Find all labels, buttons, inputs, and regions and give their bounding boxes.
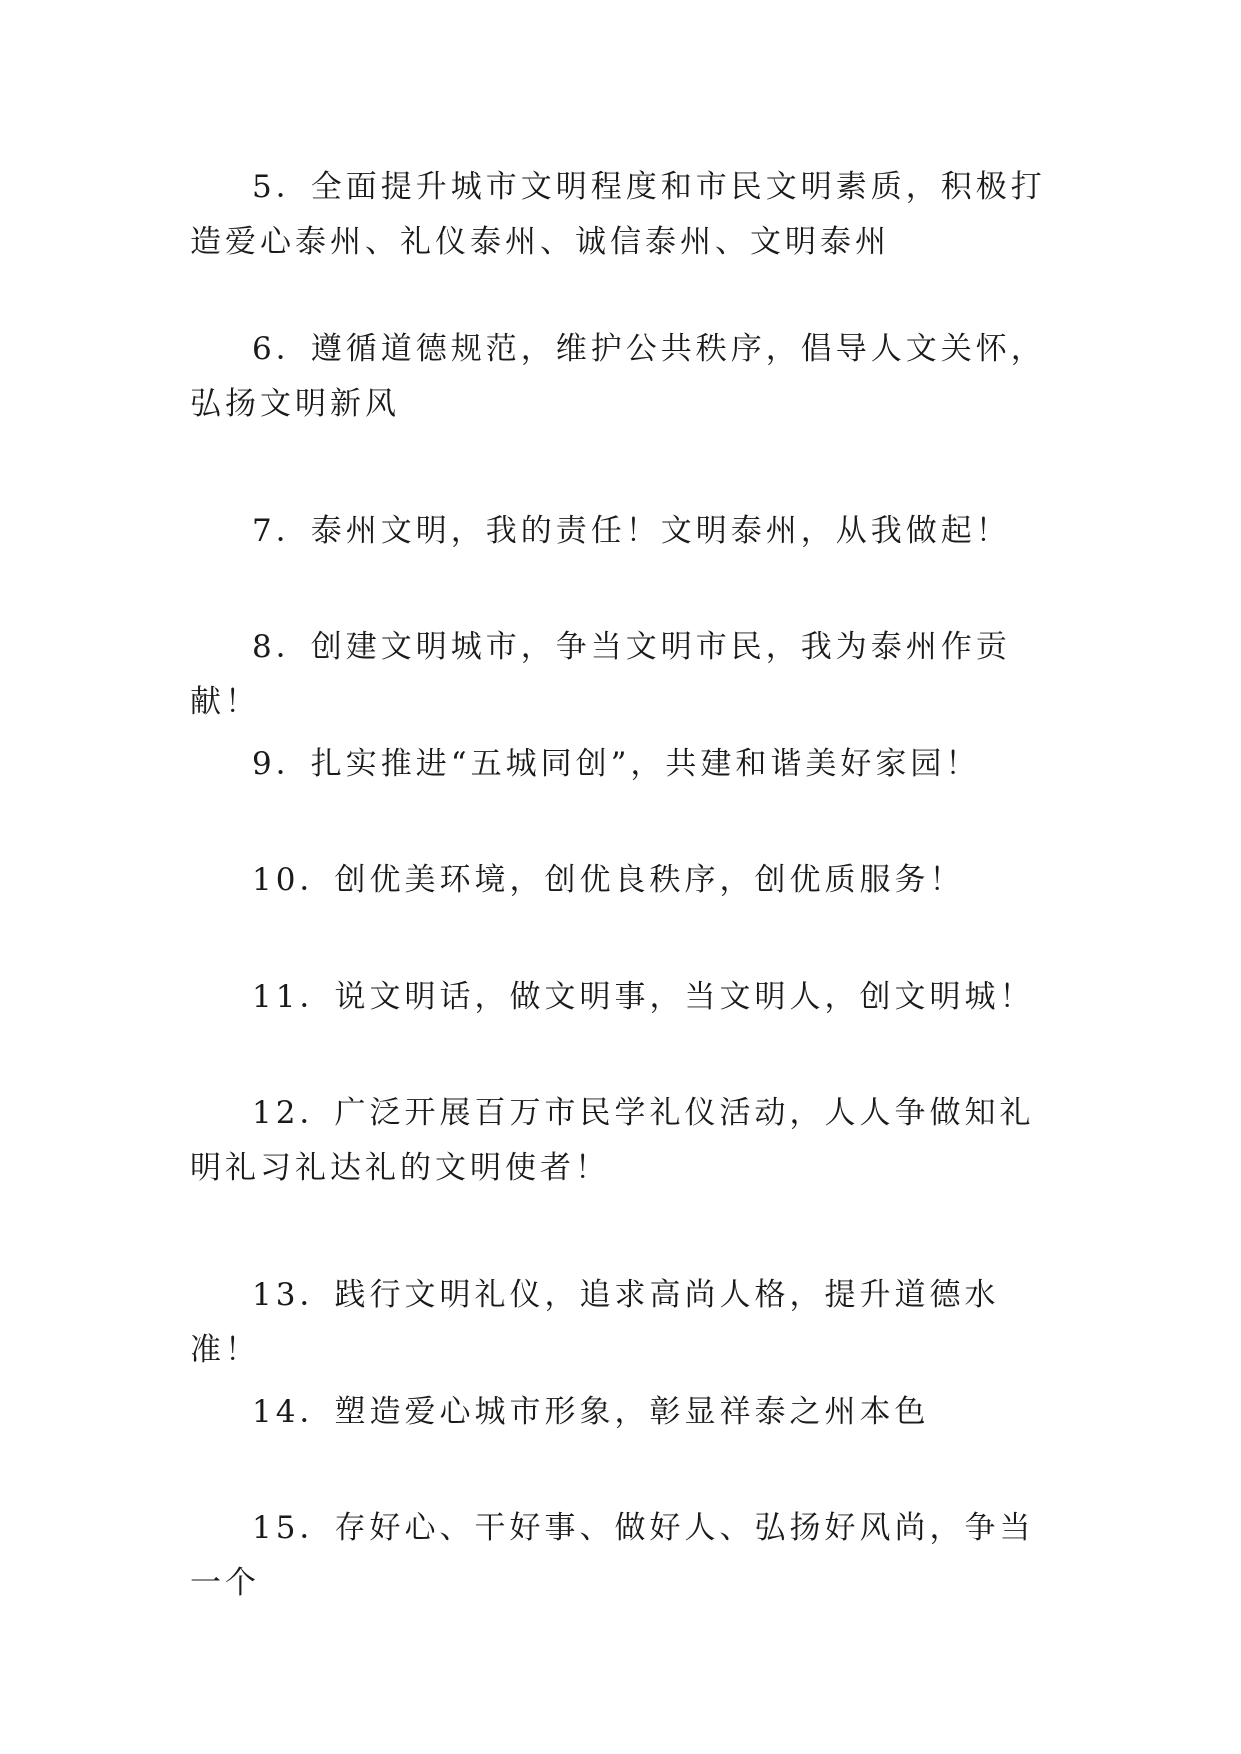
paragraph-item-5: 5．全面提升城市文明程度和市民文明素质，积极打造爱心泰州、礼仪泰州、诚信泰州、文明泰州 xyxy=(190,169,1046,260)
paragraph-item-8: 8．创建文明城市，争当文明市民，我为泰州作贡献！ xyxy=(190,629,1011,720)
paragraph-item-7: 7．泰州文明，我的责任！文明泰州，从我做起！ xyxy=(252,513,1011,549)
paragraph-item-15: 15．存好心、干好事、做好人、弘扬好风尚，争当一个 xyxy=(190,1510,1035,1601)
paragraph-item-6: 6．遵循道德规范，维护公共秩序，倡导人文关怀，弘扬文明新风 xyxy=(190,331,1046,422)
paragraph-item-13: 13．践行文明礼仪，追求高尚人格，提升道德水准！ xyxy=(190,1277,1000,1368)
paragraph-item-9: 9．扎实推进“五城同创”，共建和谐美好家园！ xyxy=(252,746,981,782)
paragraph-item-14: 14．塑造爱心城市形象，彰显祥泰之州本色 xyxy=(252,1394,930,1430)
paragraph-item-12: 12．广泛开展百万市民学礼仪活动，人人争做知礼明礼习礼达礼的文明使者！ xyxy=(190,1095,1035,1186)
paragraph-item-10: 10．创优美环境，创优良秩序，创优质服务！ xyxy=(252,862,965,898)
paragraph-item-11: 11．说文明话，做文明事，当文明人，创文明城！ xyxy=(252,979,1035,1015)
